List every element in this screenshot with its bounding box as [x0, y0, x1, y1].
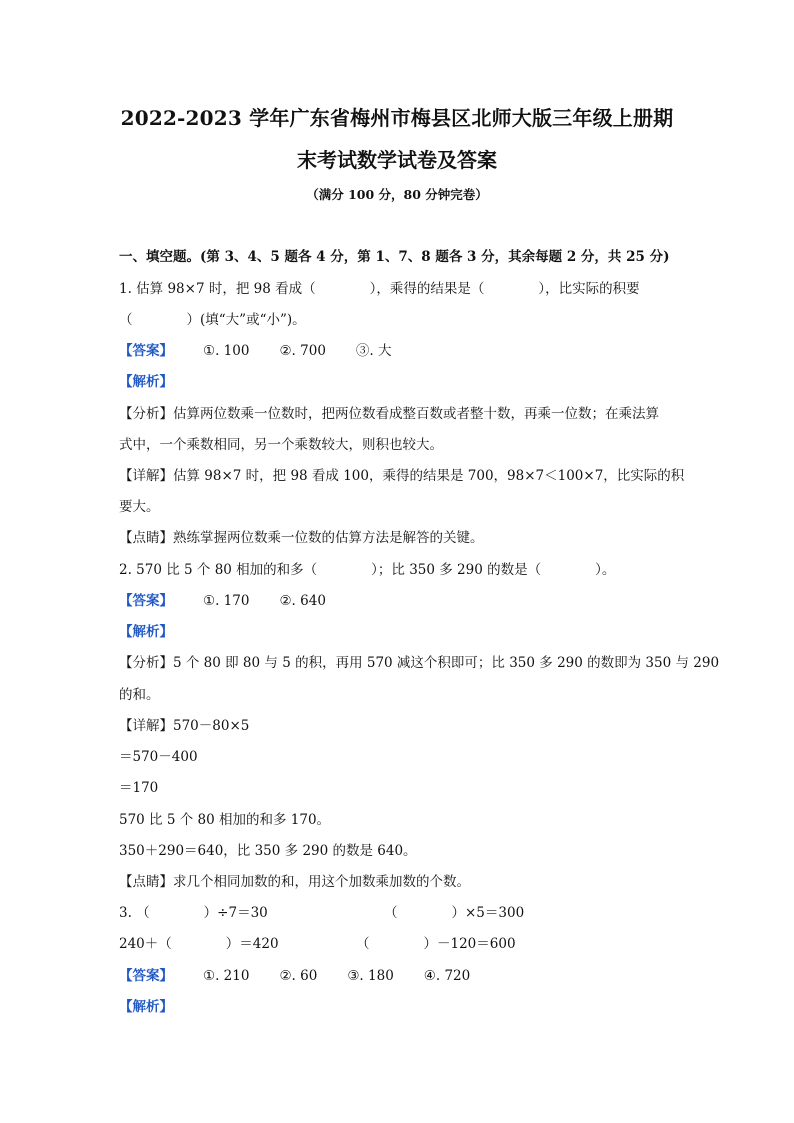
q2-answer-2: ②. 640 — [279, 593, 326, 609]
document-title-line-2: 末考试数学试卷及答案 — [297, 148, 497, 172]
document-subtitle: （满分 100 分，80 分钟完卷） — [306, 187, 488, 202]
q3-row-2-left: 240＋（ ）＝420 — [119, 936, 279, 952]
q2-calc-line-2: ＝170 — [119, 780, 159, 796]
q1-dianjing-text: 熟练掌握两位数乘一位数的估算方法是解答的关键。 — [173, 530, 484, 546]
q2-detail-text-1: 570－80×5 — [173, 718, 250, 734]
q2-stem-line-1: 2. 570 比 5 个 80 相加的和多（ ）；比 350 多 290 的数是（ ）。 — [119, 562, 616, 578]
q3-row-1-right: （ ）×5＝300 — [384, 905, 525, 921]
q2-dianjing-text: 求几个相同加数的和，用这个加数乘加数的个数。 — [173, 874, 470, 890]
dianjing-tag: 【点睛】 — [119, 874, 173, 890]
document-title-line-1: 2022-2023 学年广东省梅州市梅县区北师大版三年级上册期 — [120, 106, 674, 130]
analysis-tag: 【解析】 — [119, 624, 173, 640]
analysis-tag: 【解析】 — [119, 374, 173, 390]
q3-analysis-tag-row — [119, 997, 173, 1017]
q1-detail-line-1 — [119, 466, 684, 486]
answer-tag: 【答案】 — [119, 343, 173, 359]
dianjing-tag: 【点睛】 — [119, 530, 173, 546]
q1-fenxi-line-2: 式中，一个乘数相同，另一个乘数较大，则积也较大。 — [119, 437, 443, 453]
detail-tag: 【详解】 — [119, 718, 173, 734]
q1-dianjing-line — [119, 528, 484, 548]
q2-answer-row — [119, 591, 326, 611]
section-heading: 一、填空题。(第 3、4、5 题各 4 分，第 1、7、8 题各 3 分，其余每题 2 分，共 25 分) — [119, 249, 670, 265]
q3-row-2-right: （ ）－120＝600 — [356, 936, 516, 952]
q1-answer-3: ③. 大 — [355, 343, 392, 359]
answer-tag: 【答案】 — [119, 593, 173, 609]
q1-answer-2: ②. 700 — [279, 343, 326, 359]
analysis-tag: 【解析】 — [119, 999, 173, 1015]
q3-answer-4: ④. 720 — [423, 968, 471, 984]
q1-analysis-tag-row — [119, 372, 173, 392]
q2-dianjing-line — [119, 872, 470, 892]
fenxi-tag: 【分析】 — [119, 655, 173, 671]
detail-tag: 【详解】 — [119, 468, 173, 484]
q3-answer-1: ①. 210 — [203, 968, 250, 984]
q1-stem-line-1: 1. 估算 98×7 时，把 98 看成（ ），乘得的结果是（ ），比实际的积要 — [119, 281, 640, 297]
q3-row-1-left: 3. （ ）÷7＝30 — [119, 905, 268, 921]
answer-tag: 【答案】 — [119, 968, 173, 984]
q2-fenxi-line-1 — [119, 653, 719, 673]
q1-answer-row — [119, 341, 392, 361]
q3-answer-3: ③. 180 — [347, 968, 394, 984]
q2-fenxi-line-2: 的和。 — [119, 687, 160, 703]
fenxi-tag: 【分析】 — [119, 406, 173, 422]
q1-answer-1: ①. 100 — [203, 343, 250, 359]
q2-fenxi-text-1: 5 个 80 即 80 与 5 的积，再用 570 减这个积即可；比 350 多 290 的数即为 350 与 290 — [173, 655, 720, 671]
q1-fenxi-text-1: 估算两位数乘一位数时，把两位数看成整百数或者整十数，再乘一位数；在乘法算 — [173, 406, 659, 422]
q2-analysis-tag-row — [119, 622, 173, 642]
q2-calc-line-1: ＝570－400 — [119, 749, 198, 765]
q1-stem-line-2: （ ）(填“大”或“小”)。 — [119, 312, 306, 328]
q2-calc-line-3: 570 比 5 个 80 相加的和多 170。 — [119, 812, 331, 828]
q2-detail-line-1 — [119, 716, 249, 736]
q2-calc-line-4: 350＋290＝640，比 350 多 290 的数是 640。 — [119, 843, 417, 859]
q2-answer-1: ①. 170 — [203, 593, 250, 609]
q1-fenxi-line-1 — [119, 404, 659, 424]
q1-detail-line-2: 要大。 — [119, 499, 160, 515]
q3-answer-row — [119, 966, 470, 986]
q1-detail-text-1: 估算 98×7 时，把 98 看成 100，乘得的结果是 700，98×7＜100×7，比实际的积 — [173, 468, 685, 484]
q3-answer-2: ②. 60 — [279, 968, 318, 984]
